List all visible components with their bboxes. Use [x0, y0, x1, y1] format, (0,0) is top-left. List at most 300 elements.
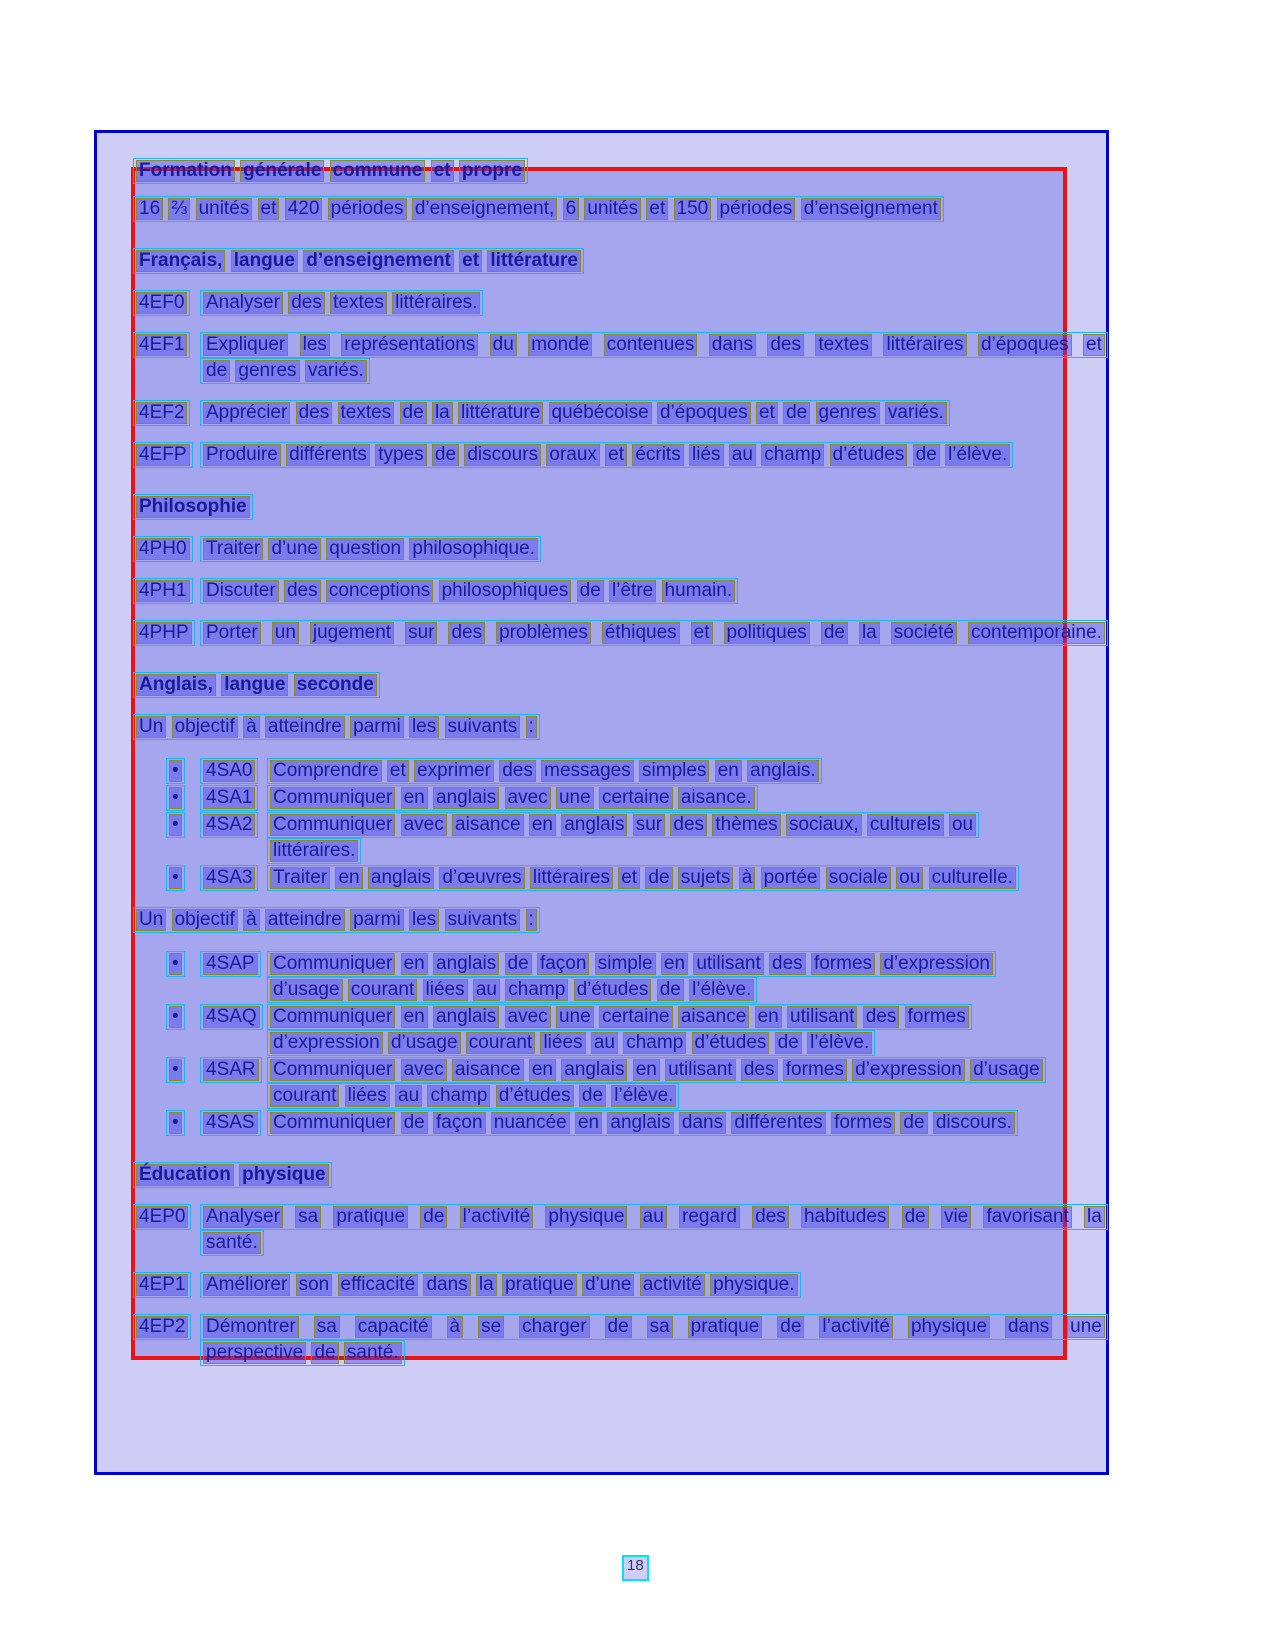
section-heading: [133, 672, 1108, 698]
bullet-course-row: [133, 951, 1108, 1003]
course-code: 4PHP: [136, 622, 192, 644]
word-highlight-box: d’une: [582, 1274, 635, 1296]
word-highlight-box: d’enseignement,: [412, 198, 557, 220]
word-highlight-box: culturelle.: [929, 867, 1016, 889]
text-line: [267, 1057, 1046, 1083]
course-text-column: [200, 442, 1108, 468]
word-highlight-box: anglais.: [747, 760, 819, 782]
word-highlight-box: santé.: [344, 1342, 402, 1364]
text-line: [200, 1230, 264, 1256]
word-highlight-box: parmi: [350, 909, 404, 931]
word-highlight-box: utilisant: [787, 1006, 857, 1028]
course-row: [133, 620, 1108, 646]
text-line-row: [267, 838, 1108, 864]
text-line-row: [200, 442, 1108, 468]
bullet-line: [166, 785, 185, 811]
word-highlight-box: charger: [519, 1316, 589, 1338]
word-highlight-box: et: [618, 867, 640, 889]
word-highlight-box: de: [913, 444, 940, 466]
word-highlight-box: Analyser: [203, 1206, 283, 1228]
course-code-line: [133, 290, 190, 316]
word-highlight-box: 420: [285, 198, 323, 220]
word-highlight-box: en: [335, 867, 362, 889]
word-highlight-box: courant: [270, 1085, 339, 1107]
text-line-row: [267, 951, 1108, 977]
word-highlight-box: objectif: [172, 909, 238, 931]
text-line-row: [200, 1204, 1108, 1230]
text-line: [267, 1004, 972, 1030]
word-highlight-box: sociale: [826, 867, 891, 889]
text-line-row: [200, 358, 1108, 384]
word-highlight-box: l’activité: [819, 1316, 893, 1338]
page-number-box: [622, 1555, 649, 1581]
word-highlight-box: propre: [459, 160, 525, 182]
course-code-line: [133, 536, 193, 562]
word-highlight-box: et: [459, 250, 482, 272]
word-highlight-box: messages: [541, 760, 634, 782]
word-highlight-box: Démontrer: [203, 1316, 299, 1338]
word-highlight-box: dans: [709, 334, 756, 356]
word-highlight-box: de: [821, 622, 848, 644]
text-line: [200, 400, 950, 426]
course-code-line: [133, 620, 195, 646]
course-text-column: [200, 620, 1108, 646]
course-code-column: [133, 1272, 200, 1298]
course-row: [133, 400, 1108, 426]
word-highlight-box: du: [490, 334, 517, 356]
word-highlight-box: dans: [423, 1274, 470, 1296]
word-highlight-box: Formation: [136, 160, 235, 182]
course-row: [133, 1272, 1108, 1298]
word-highlight-box: Produire: [203, 444, 281, 466]
bullet-list: [133, 758, 1108, 891]
word-highlight-box: anglais: [433, 1006, 499, 1028]
word-highlight-box: des: [284, 580, 321, 602]
bullet-course-row: [133, 812, 1108, 864]
word-highlight-box: suivants: [445, 909, 521, 931]
word-highlight-box: pratique: [688, 1316, 763, 1338]
text-line: [200, 290, 483, 316]
word-highlight-box: des: [752, 1206, 789, 1228]
word-highlight-box: avec: [401, 1059, 447, 1081]
word-highlight-box: contemporaine.: [968, 622, 1105, 644]
word-highlight-box: Communiquer: [270, 787, 395, 809]
course-row: [133, 1314, 1108, 1366]
course-code: 4SAP: [203, 953, 258, 975]
text-line-row: [133, 494, 1108, 520]
word-highlight-box: formes: [905, 1006, 969, 1028]
course-text-column: [267, 865, 1108, 891]
word-highlight-box: monde: [528, 334, 592, 356]
page-number-text: 18: [627, 1557, 644, 1574]
word-highlight-box: habitudes: [801, 1206, 889, 1228]
course-code-line: [133, 1314, 191, 1340]
bullet-line: [166, 1057, 185, 1083]
word-highlight-box: l’élève.: [945, 444, 1010, 466]
course-code: 4SAQ: [203, 1006, 260, 1028]
course-row: [133, 536, 1108, 562]
word-highlight-box: culturels: [867, 814, 944, 836]
word-highlight-box: de: [777, 1316, 804, 1338]
course-text-column: [200, 1314, 1108, 1366]
course-code-column: [133, 442, 200, 468]
word-highlight-box: une: [556, 1006, 594, 1028]
word-highlight-box: en: [661, 953, 688, 975]
word-highlight-box: la: [432, 402, 453, 424]
text-line-row: [133, 248, 1108, 274]
word-highlight-box: en: [755, 1006, 782, 1028]
word-highlight-box: l’élève.: [689, 979, 754, 1001]
word-highlight-box: à: [739, 867, 756, 889]
text-line: [200, 442, 1013, 468]
word-highlight-box: une: [1067, 1316, 1105, 1338]
word-highlight-box: d’œuvres: [439, 867, 524, 889]
word-highlight-box: Expliquer: [203, 334, 288, 356]
text-line-row: [200, 1340, 1108, 1366]
word-highlight-box: formes: [831, 1112, 895, 1134]
word-highlight-box: en: [715, 760, 742, 782]
word-highlight-box: ou: [896, 867, 923, 889]
bullet-line: [166, 812, 185, 838]
word-highlight-box: de: [420, 1206, 447, 1228]
word-highlight-box: anglais: [607, 1112, 673, 1134]
text-line: [200, 1204, 1108, 1230]
word-highlight-box: Éducation: [136, 1164, 234, 1186]
word-highlight-box: écrits: [632, 444, 683, 466]
bullet-course-row: [133, 1110, 1108, 1136]
word-highlight-box: Améliorer: [203, 1274, 290, 1296]
course-text-column: [200, 1204, 1108, 1256]
course-code-line: [200, 1057, 262, 1083]
word-highlight-box: portée: [761, 867, 821, 889]
course-code-line: [200, 758, 258, 784]
text-line: [267, 758, 822, 784]
word-highlight-box: de: [505, 953, 532, 975]
bullet-course-row: [133, 785, 1108, 811]
word-highlight-box: Porter: [203, 622, 261, 644]
course-code-column: [133, 332, 200, 358]
course-text-column: [200, 578, 1108, 604]
course-code-line: [133, 400, 190, 426]
bullet-icon: •: [169, 867, 182, 889]
section-heading: [133, 248, 1108, 274]
bullet-column: [166, 1110, 200, 1136]
bullet-icon: •: [169, 1112, 182, 1134]
word-highlight-box: au: [729, 444, 756, 466]
text-line-row: [133, 1162, 1108, 1188]
word-highlight-box: favorisant: [983, 1206, 1071, 1228]
word-highlight-box: anglais: [561, 1059, 627, 1081]
word-highlight-box: anglais: [368, 867, 434, 889]
word-highlight-box: champ: [761, 444, 824, 466]
word-highlight-box: ⅔: [168, 198, 190, 220]
bullet-column: [166, 1004, 200, 1030]
word-highlight-box: sa: [295, 1206, 321, 1228]
word-highlight-box: efficacité: [338, 1274, 419, 1296]
course-text-column: [200, 1272, 1108, 1298]
word-highlight-box: les: [409, 716, 439, 738]
word-highlight-box: avec: [505, 1006, 551, 1028]
word-highlight-box: pratique: [333, 1206, 408, 1228]
bullet-column: [166, 865, 200, 891]
course-code-column: [200, 1004, 267, 1030]
bullet-column: [166, 951, 200, 977]
word-highlight-box: :: [526, 909, 537, 931]
word-highlight-box: Communiquer: [270, 1112, 395, 1134]
word-highlight-box: courant: [466, 1032, 535, 1054]
text-line: [200, 332, 1108, 358]
bullet-line: [166, 951, 185, 977]
word-highlight-box: Traiter: [203, 538, 263, 560]
course-text-column: [200, 332, 1108, 384]
course-row: [133, 1204, 1108, 1256]
word-highlight-box: en: [633, 1059, 660, 1081]
text-line-row: [200, 1314, 1108, 1340]
objective-intro: [133, 907, 1108, 933]
word-highlight-box: à: [243, 909, 260, 931]
text-line-row: [267, 1110, 1108, 1136]
word-highlight-box: de: [900, 1112, 927, 1134]
course-code: 4SA0: [203, 760, 255, 782]
objective-intro: [133, 714, 1108, 740]
word-highlight-box: anglais: [433, 787, 499, 809]
course-code: 4SA3: [203, 867, 255, 889]
text-line-row: [267, 1083, 1108, 1109]
course-code-line: [200, 951, 261, 977]
word-highlight-box: anglais: [561, 814, 627, 836]
text-line-row: [267, 812, 1108, 838]
word-highlight-box: l’élève.: [807, 1032, 872, 1054]
text-line: [133, 672, 380, 698]
course-code-line: [200, 1004, 263, 1030]
word-highlight-box: littérature: [458, 402, 543, 424]
text-line-row: [200, 1230, 1108, 1256]
course-code-column: [200, 758, 267, 784]
word-highlight-box: capacité: [355, 1316, 432, 1338]
word-highlight-box: Comprendre: [270, 760, 382, 782]
text-line: [133, 196, 944, 222]
word-highlight-box: et: [646, 198, 668, 220]
course-code: 4SA2: [203, 814, 255, 836]
word-highlight-box: de: [902, 1206, 929, 1228]
text-line-row: [267, 785, 1108, 811]
word-highlight-box: l’élève.: [611, 1085, 676, 1107]
word-highlight-box: éthiques: [602, 622, 680, 644]
text-line-row: [133, 158, 1108, 184]
word-highlight-box: de: [775, 1032, 802, 1054]
text-line: [133, 494, 253, 520]
word-highlight-box: et: [756, 402, 778, 424]
word-highlight-box: langue: [221, 674, 288, 696]
word-highlight-box: d’études: [496, 1085, 574, 1107]
word-highlight-box: formes: [783, 1059, 847, 1081]
word-highlight-box: d’usage: [270, 979, 343, 1001]
word-highlight-box: Communiquer: [270, 1059, 395, 1081]
text-line: [133, 248, 584, 274]
word-highlight-box: d’enseignement: [303, 250, 454, 272]
text-line-row: [133, 714, 1108, 740]
text-line: [267, 977, 757, 1003]
word-highlight-box: pratique: [502, 1274, 577, 1296]
word-highlight-box: de: [432, 444, 459, 466]
word-highlight-box: se: [478, 1316, 504, 1338]
word-highlight-box: d’usage: [388, 1032, 461, 1054]
word-highlight-box: société: [891, 622, 957, 644]
word-highlight-box: activité: [640, 1274, 705, 1296]
word-highlight-box: en: [401, 953, 428, 975]
word-highlight-box: genres: [816, 402, 880, 424]
course-code: 4EFP: [136, 444, 190, 466]
word-highlight-box: textes: [338, 402, 395, 424]
word-highlight-box: de: [605, 1316, 632, 1338]
word-highlight-box: façon: [537, 953, 589, 975]
word-highlight-box: Discuter: [203, 580, 279, 602]
word-highlight-box: de: [311, 1342, 338, 1364]
word-highlight-box: d’usage: [970, 1059, 1043, 1081]
text-line: [133, 1162, 332, 1188]
word-highlight-box: simple: [595, 953, 656, 975]
word-highlight-box: thèmes: [712, 814, 780, 836]
word-highlight-box: d’époques: [657, 402, 751, 424]
word-highlight-box: en: [529, 814, 556, 836]
text-line-row: [267, 977, 1108, 1003]
word-highlight-box: aisance: [452, 814, 524, 836]
course-code-line: [133, 442, 193, 468]
course-code-column: [133, 578, 200, 604]
course-code: 4SA1: [203, 787, 255, 809]
text-line-row: [200, 536, 1108, 562]
word-highlight-box: sa: [314, 1316, 340, 1338]
word-highlight-box: unités: [196, 198, 253, 220]
course-text-column: [267, 758, 1108, 784]
text-line: [200, 1272, 801, 1298]
word-highlight-box: physique: [908, 1316, 990, 1338]
bullet-icon: •: [169, 787, 182, 809]
course-code-line: [200, 785, 258, 811]
word-highlight-box: liées: [423, 979, 468, 1001]
course-text-column: [267, 1110, 1108, 1136]
word-highlight-box: objectif: [172, 716, 238, 738]
word-highlight-box: 6: [563, 198, 580, 220]
text-line-row: [133, 196, 1108, 222]
word-highlight-box: textes: [330, 292, 387, 314]
word-highlight-box: au: [591, 1032, 618, 1054]
word-highlight-box: des: [741, 1059, 778, 1081]
bullet-column: [166, 1057, 200, 1083]
word-highlight-box: à: [447, 1316, 464, 1338]
word-highlight-box: et: [431, 160, 454, 182]
word-highlight-box: Communiquer: [270, 1006, 395, 1028]
word-highlight-box: des: [448, 622, 485, 644]
text-line-row: [267, 1030, 1108, 1056]
bullet-line: [166, 1110, 185, 1136]
word-highlight-box: sa: [647, 1316, 673, 1338]
text-line: [133, 714, 540, 740]
text-line-row: [200, 578, 1108, 604]
word-highlight-box: la: [1084, 1206, 1105, 1228]
word-highlight-box: d’époques: [978, 334, 1072, 356]
word-highlight-box: regard: [679, 1206, 740, 1228]
bullet-column: [166, 812, 200, 838]
word-highlight-box: littéraires.: [270, 840, 358, 862]
word-highlight-box: Un: [136, 909, 166, 931]
word-highlight-box: liées: [345, 1085, 390, 1107]
word-highlight-box: d’études: [574, 979, 652, 1001]
word-highlight-box: Analyser: [203, 292, 283, 314]
word-highlight-box: humain.: [662, 580, 736, 602]
text-line: [267, 1083, 679, 1109]
word-highlight-box: Communiquer: [270, 814, 395, 836]
word-highlight-box: de: [577, 580, 604, 602]
word-highlight-box: liées: [540, 1032, 585, 1054]
word-highlight-box: façon: [433, 1112, 485, 1134]
text-line-row: [200, 290, 1108, 316]
word-highlight-box: en: [529, 1059, 556, 1081]
course-code: 4PH1: [136, 580, 190, 602]
word-highlight-box: la: [859, 622, 880, 644]
course-text-column: [267, 785, 1108, 811]
word-highlight-box: utilisant: [665, 1059, 735, 1081]
word-highlight-box: politiques: [724, 622, 810, 644]
text-line-row: [267, 758, 1108, 784]
word-highlight-box: en: [401, 1006, 428, 1028]
course-code: 4EF1: [136, 334, 187, 356]
text-line-row: [200, 400, 1108, 426]
word-highlight-box: différentes: [731, 1112, 825, 1134]
course-code: 4SAS: [203, 1112, 258, 1134]
text-line: [267, 1110, 1018, 1136]
bullet-course-row: [133, 1057, 1108, 1109]
word-highlight-box: seconde: [294, 674, 377, 696]
course-code-column: [133, 1204, 200, 1230]
word-highlight-box: ou: [949, 814, 976, 836]
word-highlight-box: avec: [401, 814, 447, 836]
bullet-icon: •: [169, 1006, 182, 1028]
word-highlight-box: sur: [405, 622, 437, 644]
word-highlight-box: périodes: [717, 198, 796, 220]
word-highlight-box: Anglais,: [136, 674, 216, 696]
word-highlight-box: représentations: [341, 334, 478, 356]
text-line: [200, 578, 738, 604]
word-highlight-box: d’expression: [880, 953, 993, 975]
word-highlight-box: d’une: [268, 538, 321, 560]
course-row: [133, 442, 1108, 468]
word-highlight-box: périodes: [328, 198, 407, 220]
word-highlight-box: d’études: [830, 444, 908, 466]
bullet-list: [133, 951, 1108, 1136]
word-highlight-box: champ: [505, 979, 568, 1001]
bullet-icon: •: [169, 814, 182, 836]
word-highlight-box: aisance: [678, 1006, 750, 1028]
word-highlight-box: 16: [136, 198, 163, 220]
course-text-column: [200, 536, 1108, 562]
text-line-row: [267, 1004, 1108, 1030]
word-highlight-box: oraux: [546, 444, 600, 466]
word-highlight-box: en: [401, 787, 428, 809]
word-highlight-box: aisance.: [678, 787, 755, 809]
bullet-icon: •: [169, 1059, 182, 1081]
word-highlight-box: l’activité: [460, 1206, 534, 1228]
word-highlight-box: de: [203, 360, 230, 382]
course-code-line: [200, 865, 258, 891]
word-highlight-box: au: [473, 979, 500, 1001]
word-highlight-box: générale: [240, 160, 324, 182]
text-line: [267, 865, 1019, 891]
bullet-course-row: [133, 1004, 1108, 1056]
text-line-row: [200, 1272, 1108, 1298]
course-code-column: [200, 785, 267, 811]
word-highlight-box: discours.: [933, 1112, 1015, 1134]
